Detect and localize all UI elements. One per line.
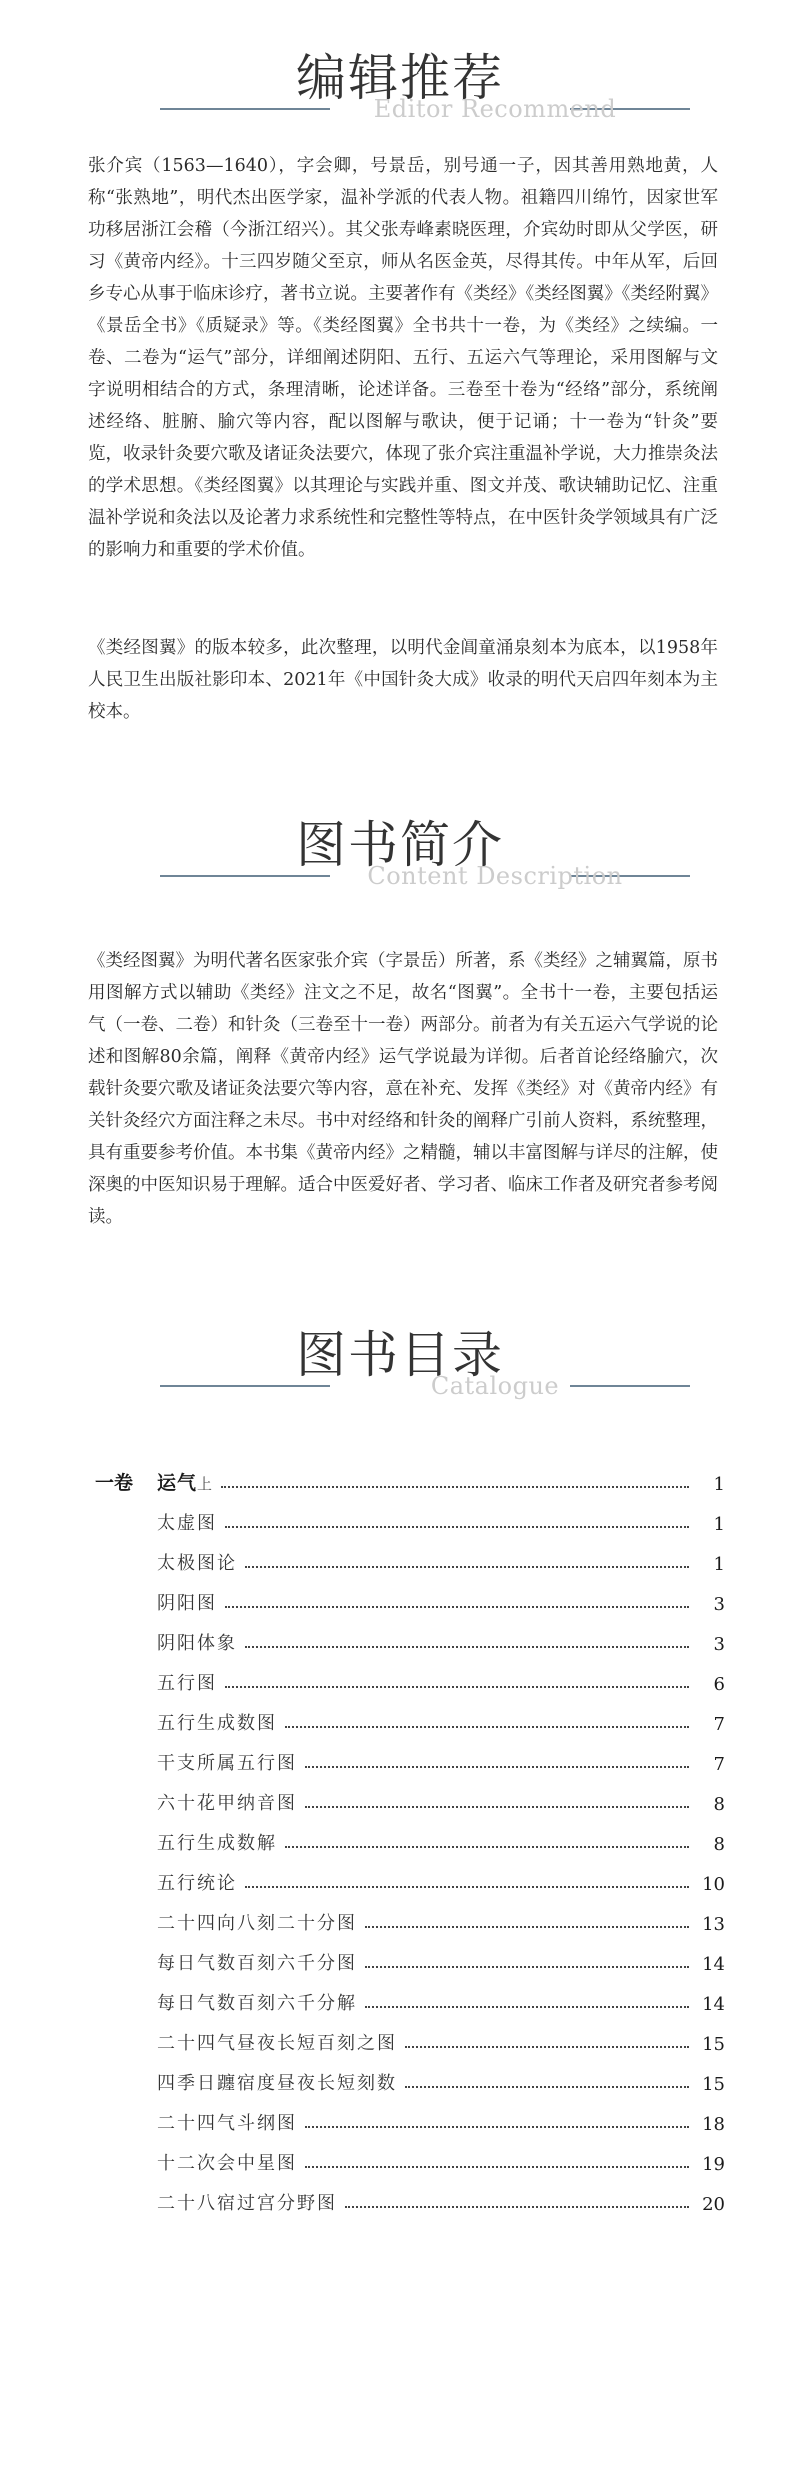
content-paragraph: 《类经图翼》为明代著名医家张介宾（字景岳）所著，系《类经》之辅翼篇，原书用图解方式以辅助《类经》注文之不足，故名“图翼”。全书十一卷，主要包括运气（一卷、二卷）和针灸（三卷至十一卷）两部分。前者为有关五运六气学说的论述和图解80余篇，阐释《黄帝内经》运气学说最为详彻。后者首论经络腧穴，次载针灸要穴歌及诸证灸法要穴等内容，意在补充、发挥《类经》对《黄帝内经》有关针灸经穴方面注释之未尽。书中对经络和针灸的阐释广引前人资料，系统整理，具有重要参考价值。本书集《黄帝内经》之精髓，辅以丰富图解与详尽的注解，使深奥的中医知识易于理解。适合中医爱好者、学习者、临床工作者及研究者参考阅读。 <box>88 951 718 1227</box>
toc-page-number: 14 <box>702 1954 725 1975</box>
toc-entry-title: 十二次会中星图 <box>157 2153 297 2174</box>
toc-leader-dots <box>225 1686 689 1688</box>
toc-entry-title: 太极图论 <box>157 1553 237 1574</box>
toc-entry-title: 六十花甲纳音图 <box>157 1793 297 1814</box>
catalogue-section-title: 图书目录 <box>296 1326 504 1384</box>
editor-section-subtitle: Editor Recommend <box>373 95 617 123</box>
toc-entry-title: 太虚图 <box>157 1513 217 1534</box>
toc-chapter-title: 运气上 <box>157 1472 214 1494</box>
toc-page-number: 14 <box>702 1994 725 2015</box>
toc-page-number: 1 <box>713 1514 725 1535</box>
toc-leader-dots <box>305 1766 689 1768</box>
toc-page-number: 1 <box>713 1474 725 1495</box>
toc-entry-title: 干支所属五行图 <box>157 1753 297 1774</box>
toc-page-number: 7 <box>713 1754 725 1775</box>
toc-entry-row[interactable] <box>95 2055 725 2095</box>
toc-leader-dots <box>345 2206 689 2208</box>
toc-page-number: 15 <box>702 2074 725 2095</box>
toc-page-number: 7 <box>713 1714 725 1735</box>
toc-leader-dots <box>285 1846 689 1848</box>
content-header-rule <box>160 875 330 877</box>
toc-entry-row[interactable] <box>95 2135 725 2175</box>
toc-leader-dots <box>225 1526 689 1528</box>
toc-entry-row[interactable] <box>95 1655 725 1695</box>
toc-page-number: 18 <box>702 2114 725 2135</box>
toc-page-number: 13 <box>702 1914 725 1935</box>
toc-entry-title: 四季日躔宿度昼夜长短刻数 <box>157 2073 397 2094</box>
toc-leader-dots <box>305 2166 689 2168</box>
editor-paragraph-1: 张介宾（1563—1640），字会卿，号景岳，别号通一子，因其善用熟地黄，人称“张熟地”，明代杰出医学家，温补学派的代表人物。祖籍四川绵竹，因家世军功移居浙江会稽（今浙江绍兴）。其父张寿峰素晓医理，介宾幼时即从父学医，研习《黄帝内经》。十三四岁随父至京，师从名医金英，尽得其传。中年从军，后回乡专心从事于临床诊疗，著书立说。主要著作有《类经》《类经图翼》《类经附翼》《景岳全书》《质疑录》等。《类经图翼》全书共十一卷，为《类经》之续编。一卷、二卷为“运气”部分，详细阐述阴阳、五行、五运六气等理论，采用图解与文字说明相结合的方式，条理清晰，论述详备。三卷至十卷为“经络”部分，系统阐述经络、脏腑、腧穴等内容，配以图解与歌诀，便于记诵；十一卷为“针灸”要览，收录针灸要穴歌及诸证灸法要穴，体现了张介宾注重温补学说，大力推崇灸法的学术思想。《类经图翼》以其理论与实践并重、图文并茂、歌诀辅助记忆、注重温补学说和灸法以及论著力求系统性和完整性等特点，在中医针灸学领域具有广泛的影响力和重要的学术价值。 <box>88 156 718 560</box>
content-section-subtitle: Content Description <box>367 862 623 890</box>
toc-page-number: 20 <box>702 2194 725 2215</box>
toc-entry-row[interactable] <box>95 1735 725 1775</box>
toc-entry-title: 阴阳图 <box>157 1593 217 1614</box>
table-of-contents <box>95 1455 725 2215</box>
toc-entry-title: 二十四向八刻二十分图 <box>157 1913 357 1934</box>
toc-entry-row[interactable] <box>95 1975 725 2015</box>
toc-entry-title: 每日气数百刻六千分解 <box>157 1993 357 2014</box>
toc-entry-row[interactable] <box>95 1575 725 1615</box>
toc-entry-row[interactable] <box>95 1855 725 1895</box>
toc-entry-row[interactable] <box>95 1895 725 1935</box>
toc-leader-dots <box>365 1926 689 1928</box>
toc-leader-dots <box>405 2086 689 2088</box>
toc-leader-dots <box>305 1806 689 1808</box>
toc-leader-dots <box>405 2046 689 2048</box>
toc-entry-row[interactable] <box>95 1815 725 1855</box>
toc-entry-row[interactable] <box>95 1495 725 1535</box>
toc-entry-title: 二十八宿过宫分野图 <box>157 2193 337 2214</box>
toc-page-number: 8 <box>713 1834 725 1855</box>
toc-entry-row[interactable] <box>95 2095 725 2135</box>
catalogue-header-rule <box>160 1385 330 1387</box>
toc-page-number: 3 <box>713 1594 725 1615</box>
toc-page-number: 8 <box>713 1794 725 1815</box>
toc-page-number: 10 <box>702 1874 725 1895</box>
editor-section-header <box>0 38 800 158</box>
toc-entry-title: 五行统论 <box>157 1873 237 1894</box>
toc-entry-title: 二十四气昼夜长短百刻之图 <box>157 2033 397 2054</box>
toc-entry-row[interactable] <box>95 1935 725 1975</box>
toc-entry-title: 二十四气斗纲图 <box>157 2113 297 2134</box>
toc-leader-dots <box>285 1726 689 1728</box>
toc-leader-dots <box>225 1606 689 1608</box>
editor-paragraph-2: 《类经图翼》的版本较多，此次整理，以明代金阊童涌泉刻本为底本，以1958年人民卫生出版社影印本、2021年《中国针灸大成》收录的明代天启四年刻本为主校本。 <box>88 638 718 722</box>
toc-entry-row[interactable] <box>95 1775 725 1815</box>
toc-page-number: 3 <box>713 1634 725 1655</box>
editor-section-title: 编辑推荐 <box>296 49 504 107</box>
toc-entry-title: 每日气数百刻六千分图 <box>157 1953 357 1974</box>
toc-leader-dots <box>305 2126 689 2128</box>
toc-entry-title: 五行生成数解 <box>157 1833 277 1854</box>
toc-entry-title: 五行图 <box>157 1673 217 1694</box>
toc-entry-row[interactable] <box>95 2015 725 2055</box>
toc-page-number: 6 <box>713 1674 725 1695</box>
catalogue-section-subtitle: Catalogue <box>430 1372 560 1400</box>
toc-leader-dots <box>245 1566 689 1568</box>
catalogue-section-header <box>0 1315 800 1435</box>
toc-chapter-row[interactable] <box>95 1455 725 1495</box>
content-section-title: 图书简介 <box>296 816 504 874</box>
toc-entry-row[interactable] <box>95 1615 725 1655</box>
toc-entry-title: 五行生成数图 <box>157 1713 277 1734</box>
toc-page-number: 19 <box>702 2154 725 2175</box>
toc-volume-label: 一卷 <box>95 1472 134 1494</box>
toc-entry-row[interactable] <box>95 1535 725 1575</box>
toc-leader-dots <box>365 1966 689 1968</box>
toc-leader-dots <box>245 1886 689 1888</box>
content-section-header <box>0 805 800 925</box>
toc-entry-row[interactable] <box>95 1695 725 1735</box>
toc-leader-dots <box>245 1646 689 1648</box>
editor-header-rule <box>160 108 330 110</box>
toc-page-number: 1 <box>713 1554 725 1575</box>
toc-entry-row[interactable] <box>95 2175 725 2215</box>
toc-page-number: 15 <box>702 2034 725 2055</box>
toc-leader-dots <box>221 1486 689 1488</box>
toc-leader-dots <box>365 2006 689 2008</box>
toc-entry-title: 阴阳体象 <box>157 1633 237 1654</box>
